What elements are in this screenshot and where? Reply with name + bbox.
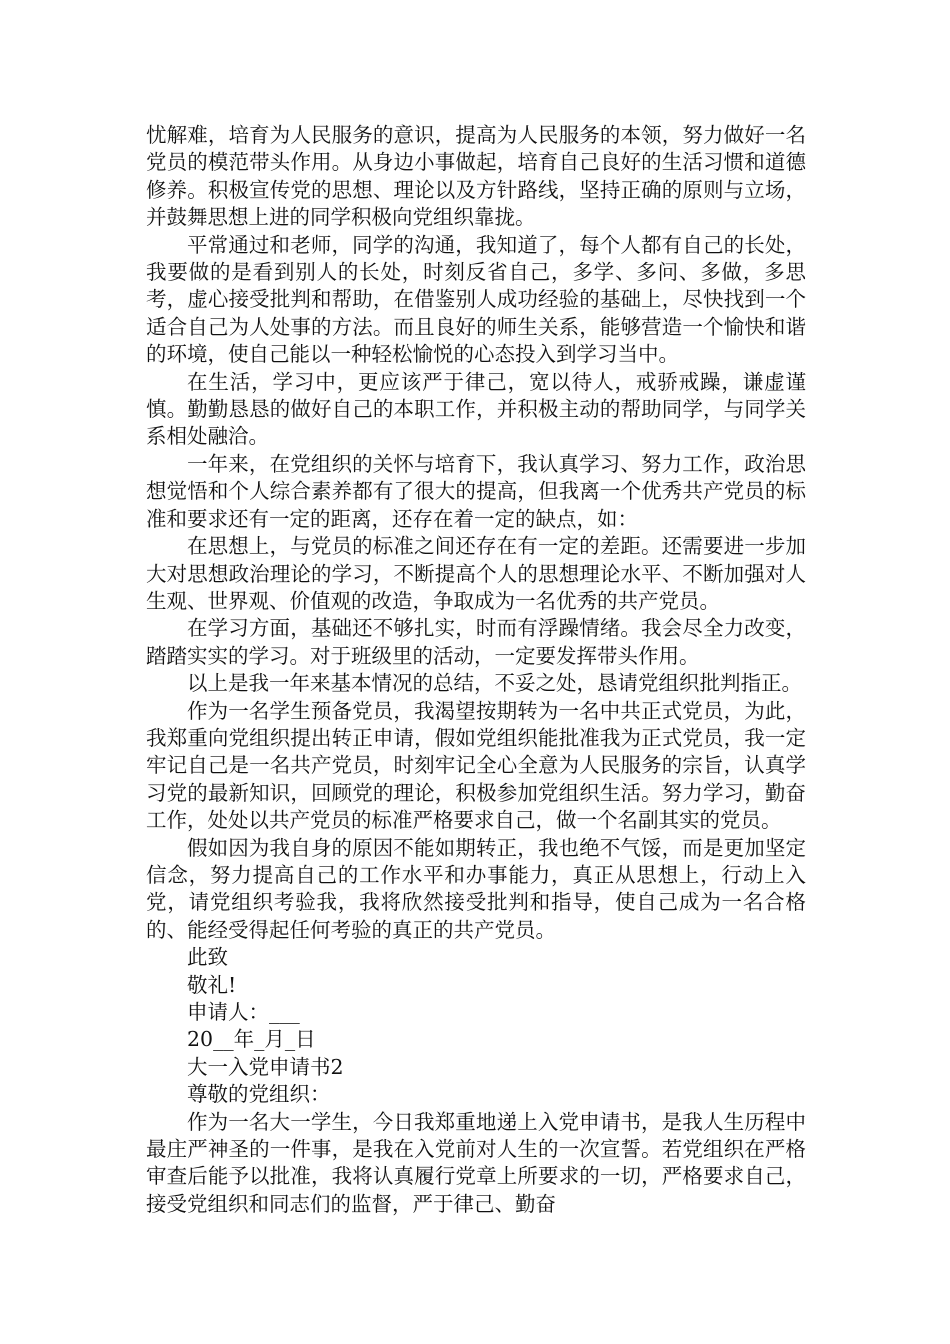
section-title: 大一入党申请书2: [187, 1054, 344, 1079]
applicant-line: 申请人：___: [187, 1000, 300, 1024]
date-line: 20__年_月_日: [187, 1027, 316, 1052]
greeting-line: 尊敬的党组织：: [187, 1082, 331, 1107]
paragraph-communication: 平常通过和老师，同学的沟通，我知道了，每个人都有自己的长处，我要做的是看到别人的长处，时刻反省自己，多学、多问、多做，多思考，虚心接受批判和帮助，在借鉴别人成功经验的基础上，尽快找到一个适合自己为人处事的方法。而且良好的师生关系，能够营造一个愉快和谐的环境，使自己能以一种轻松愉悦的心态投入到学习当中。: [146, 232, 806, 367]
paragraph-study: 在学习方面，基础还不够扎实，时而有浮躁情绪。我会尽全力改变，踏踏实实的学习。对于班级里的活动，一定要发挥带头作用。: [146, 616, 806, 668]
paragraph-continued: 忧解难，培育为人民服务的意识，提高为人民服务的本领，努力做好一名党员的模范带头作用。从身边小事做起，培育自己良好的生活习惯和道德修养。积极宣传党的思想、理论以及方针路线，坚持正确的原则与立场，并鼓舞思想上进的同学积极向党组织靠拢。: [146, 123, 806, 230]
salute-line: 敬礼!: [187, 972, 237, 997]
paragraph-commitment: 假如因为我自身的原因不能如期转正，我也绝不气馁，而是更加坚定信念，努力提高自己的工作水平和办事能力，真正从思想上，行动上入党，请党组织考验我，我将欣然接受批判和指导，使自己成为一名合格的、能经受得起任何考验的真正的共产党员。: [146, 835, 806, 942]
paragraph-life: 在生活，学习中，更应该严于律己，宽以待人，戒骄戒躁，谦虚谨慎。勤勤恳恳的做好自己的本职工作，并积极主动的帮助同学，与同学关系相处融洽。: [146, 369, 806, 449]
paragraph-application: 作为一名学生预备党员，我渴望按期转为一名中共正式党员，为此，我郑重向党组织提出转正申请，假如党组织能批准我为正式党员，我一定牢记自己是一名共产党员，时刻牢记全心全意为人民服务的宗旨，认真学习党的最新知识，回顾党的理论，积极参加党组织生活。努力学习，勤奋工作，处处以共产党员的标准严格要求自己，做一个名副其实的党员。: [146, 698, 806, 833]
paragraph-final: 作为一名大一学生，今日我郑重地递上入党申请书，是我人生历程中最庄严神圣的一件事，是我在入党前对人生的一次宣誓。若党组织在严格审查后能予以批准，我将认真履行党章上所要求的一切，严格要求自己，接受党组织和同志们的监督，严于律己、勤奋: [146, 1109, 806, 1216]
paragraph-year-summary: 一年来，在党组织的关怀与培育下，我认真学习、努力工作，政治思想觉悟和个人综合素养都有了很大的提高，但我离一个优秀共产党员的标准和要求还有一定的距离，还存在着一定的缺点，如：: [146, 451, 806, 531]
paragraph-conclusion: 以上是我一年来基本情况的总结，不妥之处，恳请党组织批判指正。: [187, 671, 802, 696]
paragraph-ideology: 在思想上，与党员的标准之间还存在有一定的差距。还需要进一步加大对思想政治理论的学习，不断提高个人的思想理论水平、不断加强对人生观、世界观、价值观的改造，争取成为一名优秀的共产党员。: [146, 534, 806, 613]
closing-line: 此致: [187, 945, 228, 970]
document-page: [146, 122, 806, 1218]
